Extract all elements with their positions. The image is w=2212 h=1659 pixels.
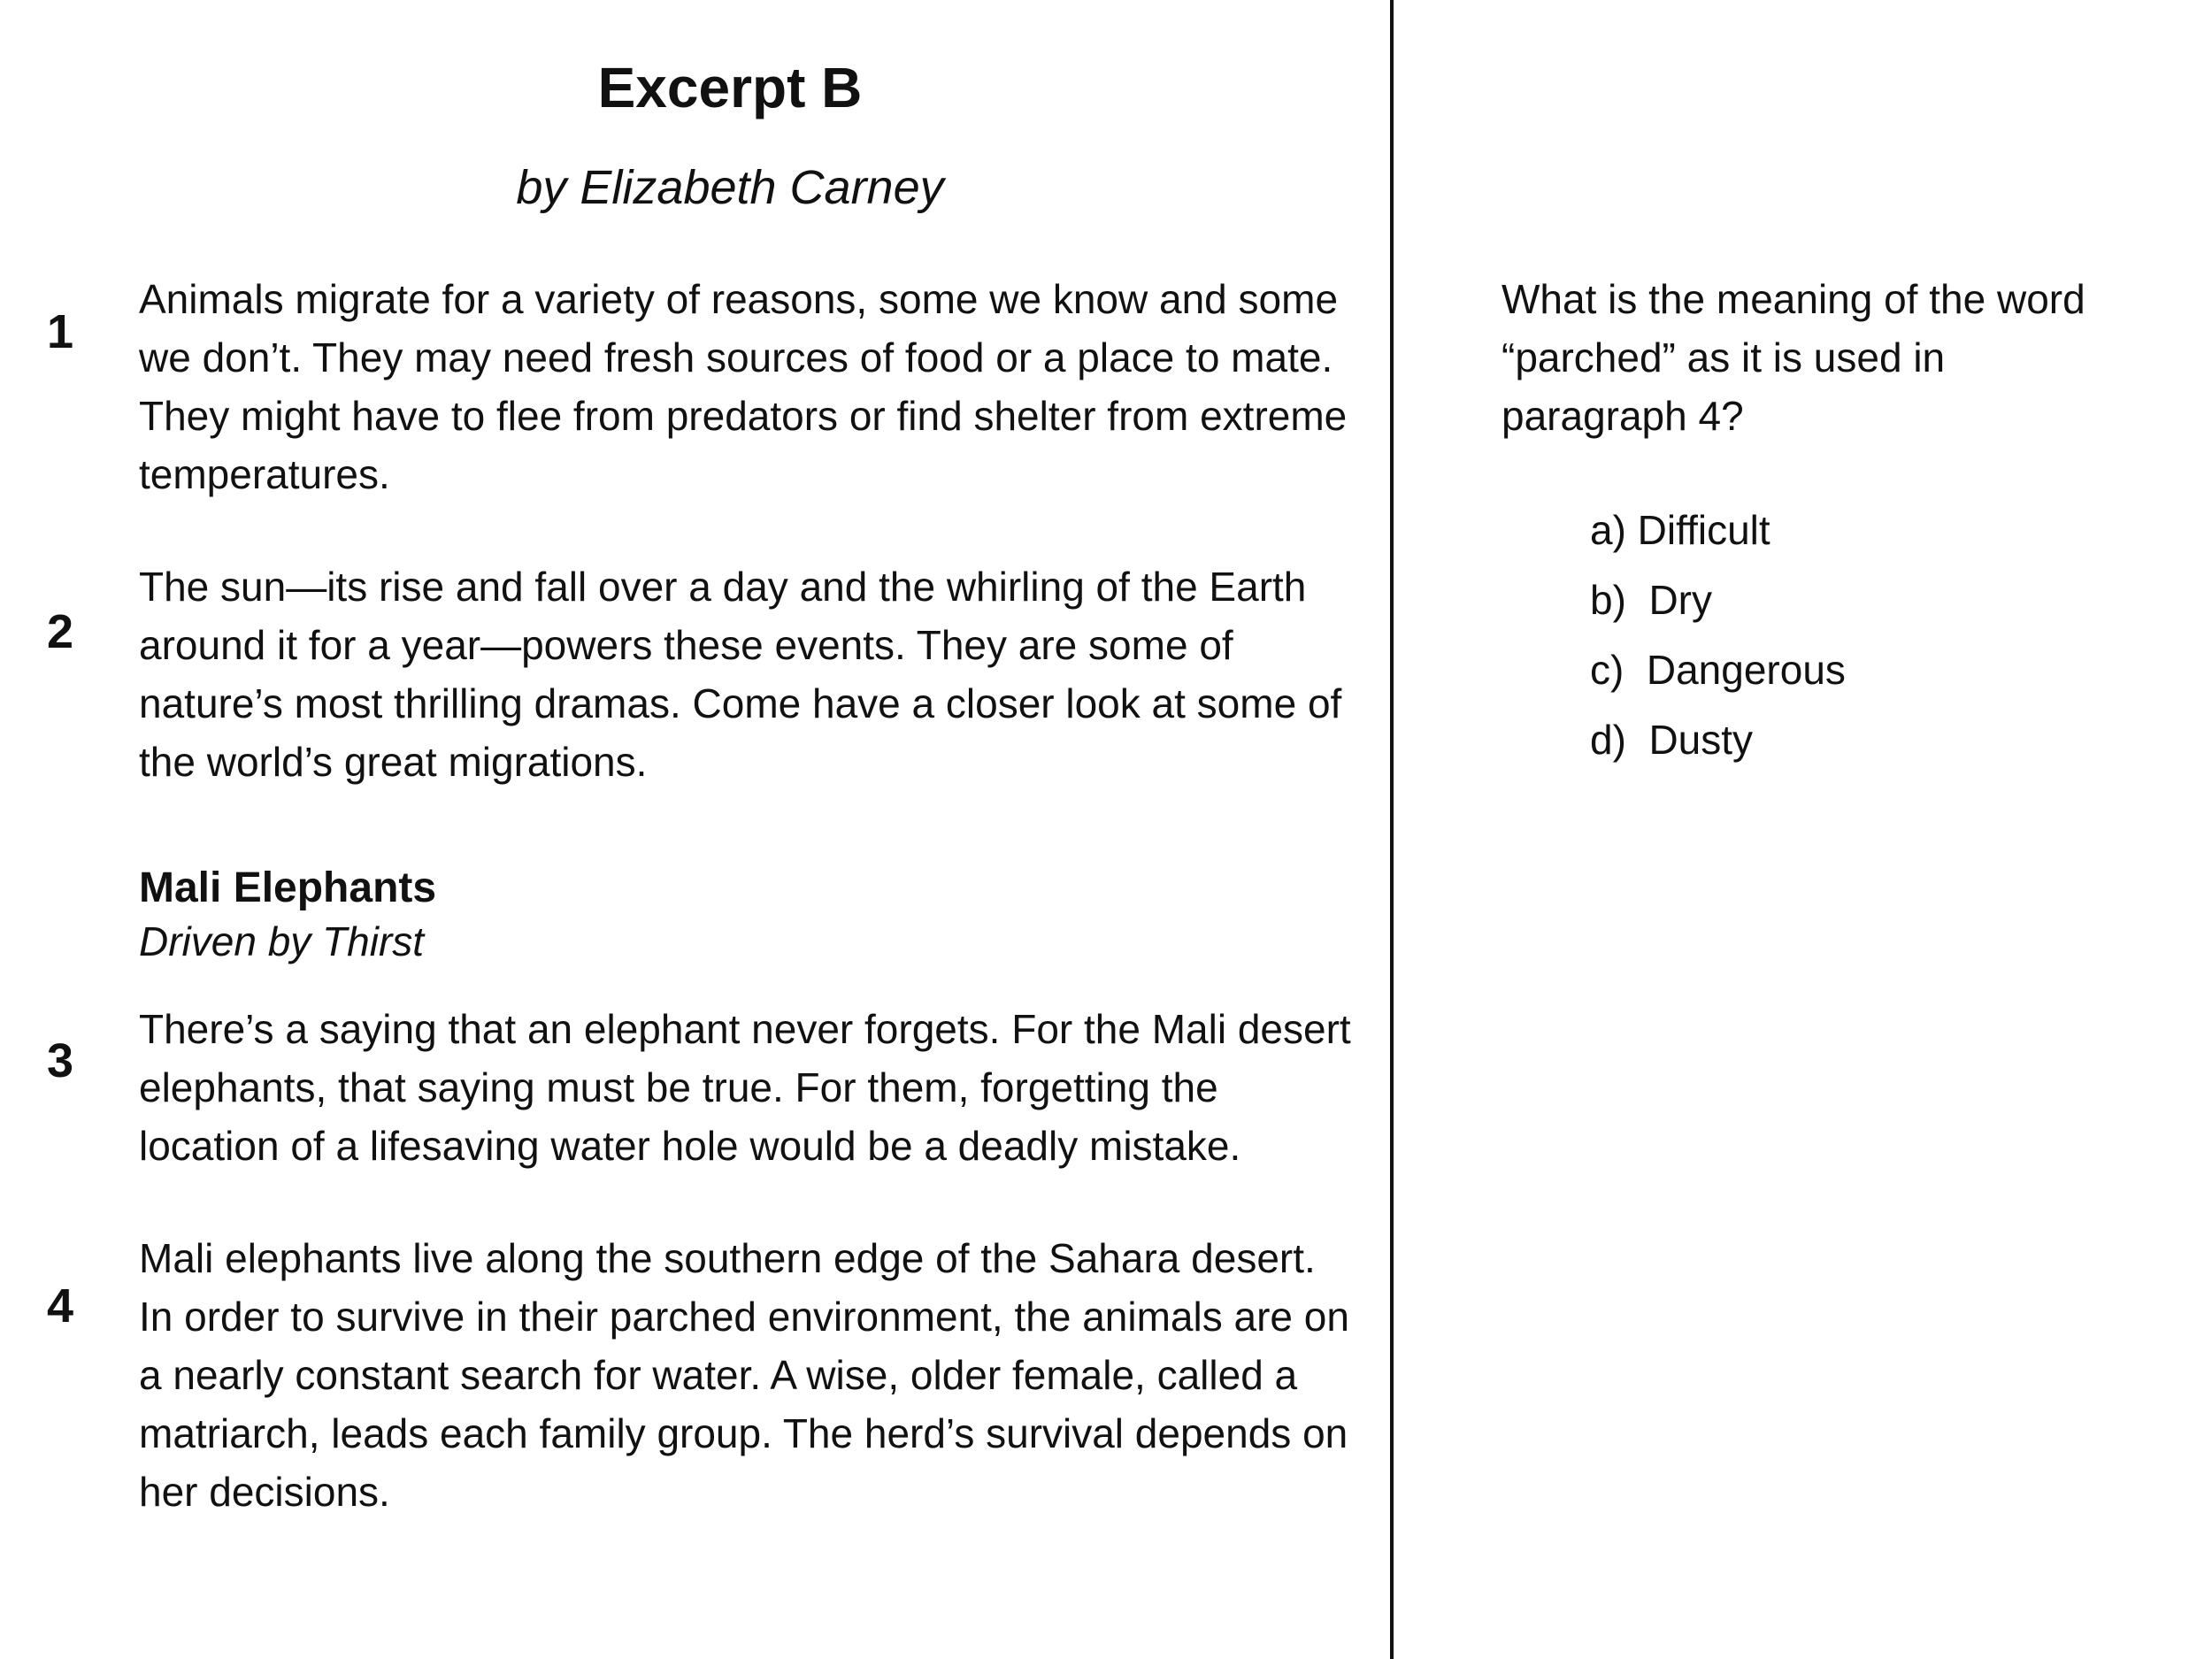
option-a[interactable]: a) Difficult	[1590, 507, 1770, 553]
paragraph-number-3: 3	[47, 1034, 74, 1087]
paragraph-2: The sun—its rise and fall over a day and the whirling of the Earth around it for a year—powers these events. They are some of nature’s most thrilling dramas. Come have a closer look at some of the world’s great migrations.	[139, 564, 1342, 785]
option-b[interactable]: b) Dry	[1590, 577, 1712, 623]
paragraph-3: There’s a saying that an elephant never forgets. For the Mali desert elephants, that saying must be true. For them, forgetting the location of a lifesaving water hole would be a deadly mistake.	[139, 1006, 1351, 1169]
option-d[interactable]: d) Dusty	[1590, 717, 1754, 763]
excerpt-title: Excerpt B	[597, 56, 863, 119]
paragraph-1: Animals migrate for a variety of reasons, some we know and some we don’t. They may need fresh sources of food or a place to mate. They might have to flee from predators or find shelter from extreme temperatures.	[139, 276, 1348, 497]
excerpt-author: by Elizabeth Carney	[516, 161, 944, 214]
paragraph-4: Mali elephants live along the southern edge of the Sahara desert. In order to survive in their parched environment, the animals are on a nearly constant search for water. A wise, older female, called a matriarch, leads each family group. The herd’s survival depends on her decisions.	[139, 1235, 1349, 1515]
section-subheading: Driven by Thirst	[139, 918, 425, 964]
question-prompt: What is the meaning of the word “parched” as it is used in paragraph 4?	[1502, 276, 2085, 439]
column-divider	[1390, 0, 1394, 1659]
paragraph-number-2: 2	[47, 605, 74, 658]
answer-options	[1590, 495, 1846, 775]
option-c[interactable]: c) Dangerous	[1590, 647, 1846, 693]
section-heading: Mali Elephants	[139, 864, 437, 911]
paragraph-number-1: 1	[47, 305, 74, 358]
paragraph-number-4: 4	[47, 1279, 74, 1333]
